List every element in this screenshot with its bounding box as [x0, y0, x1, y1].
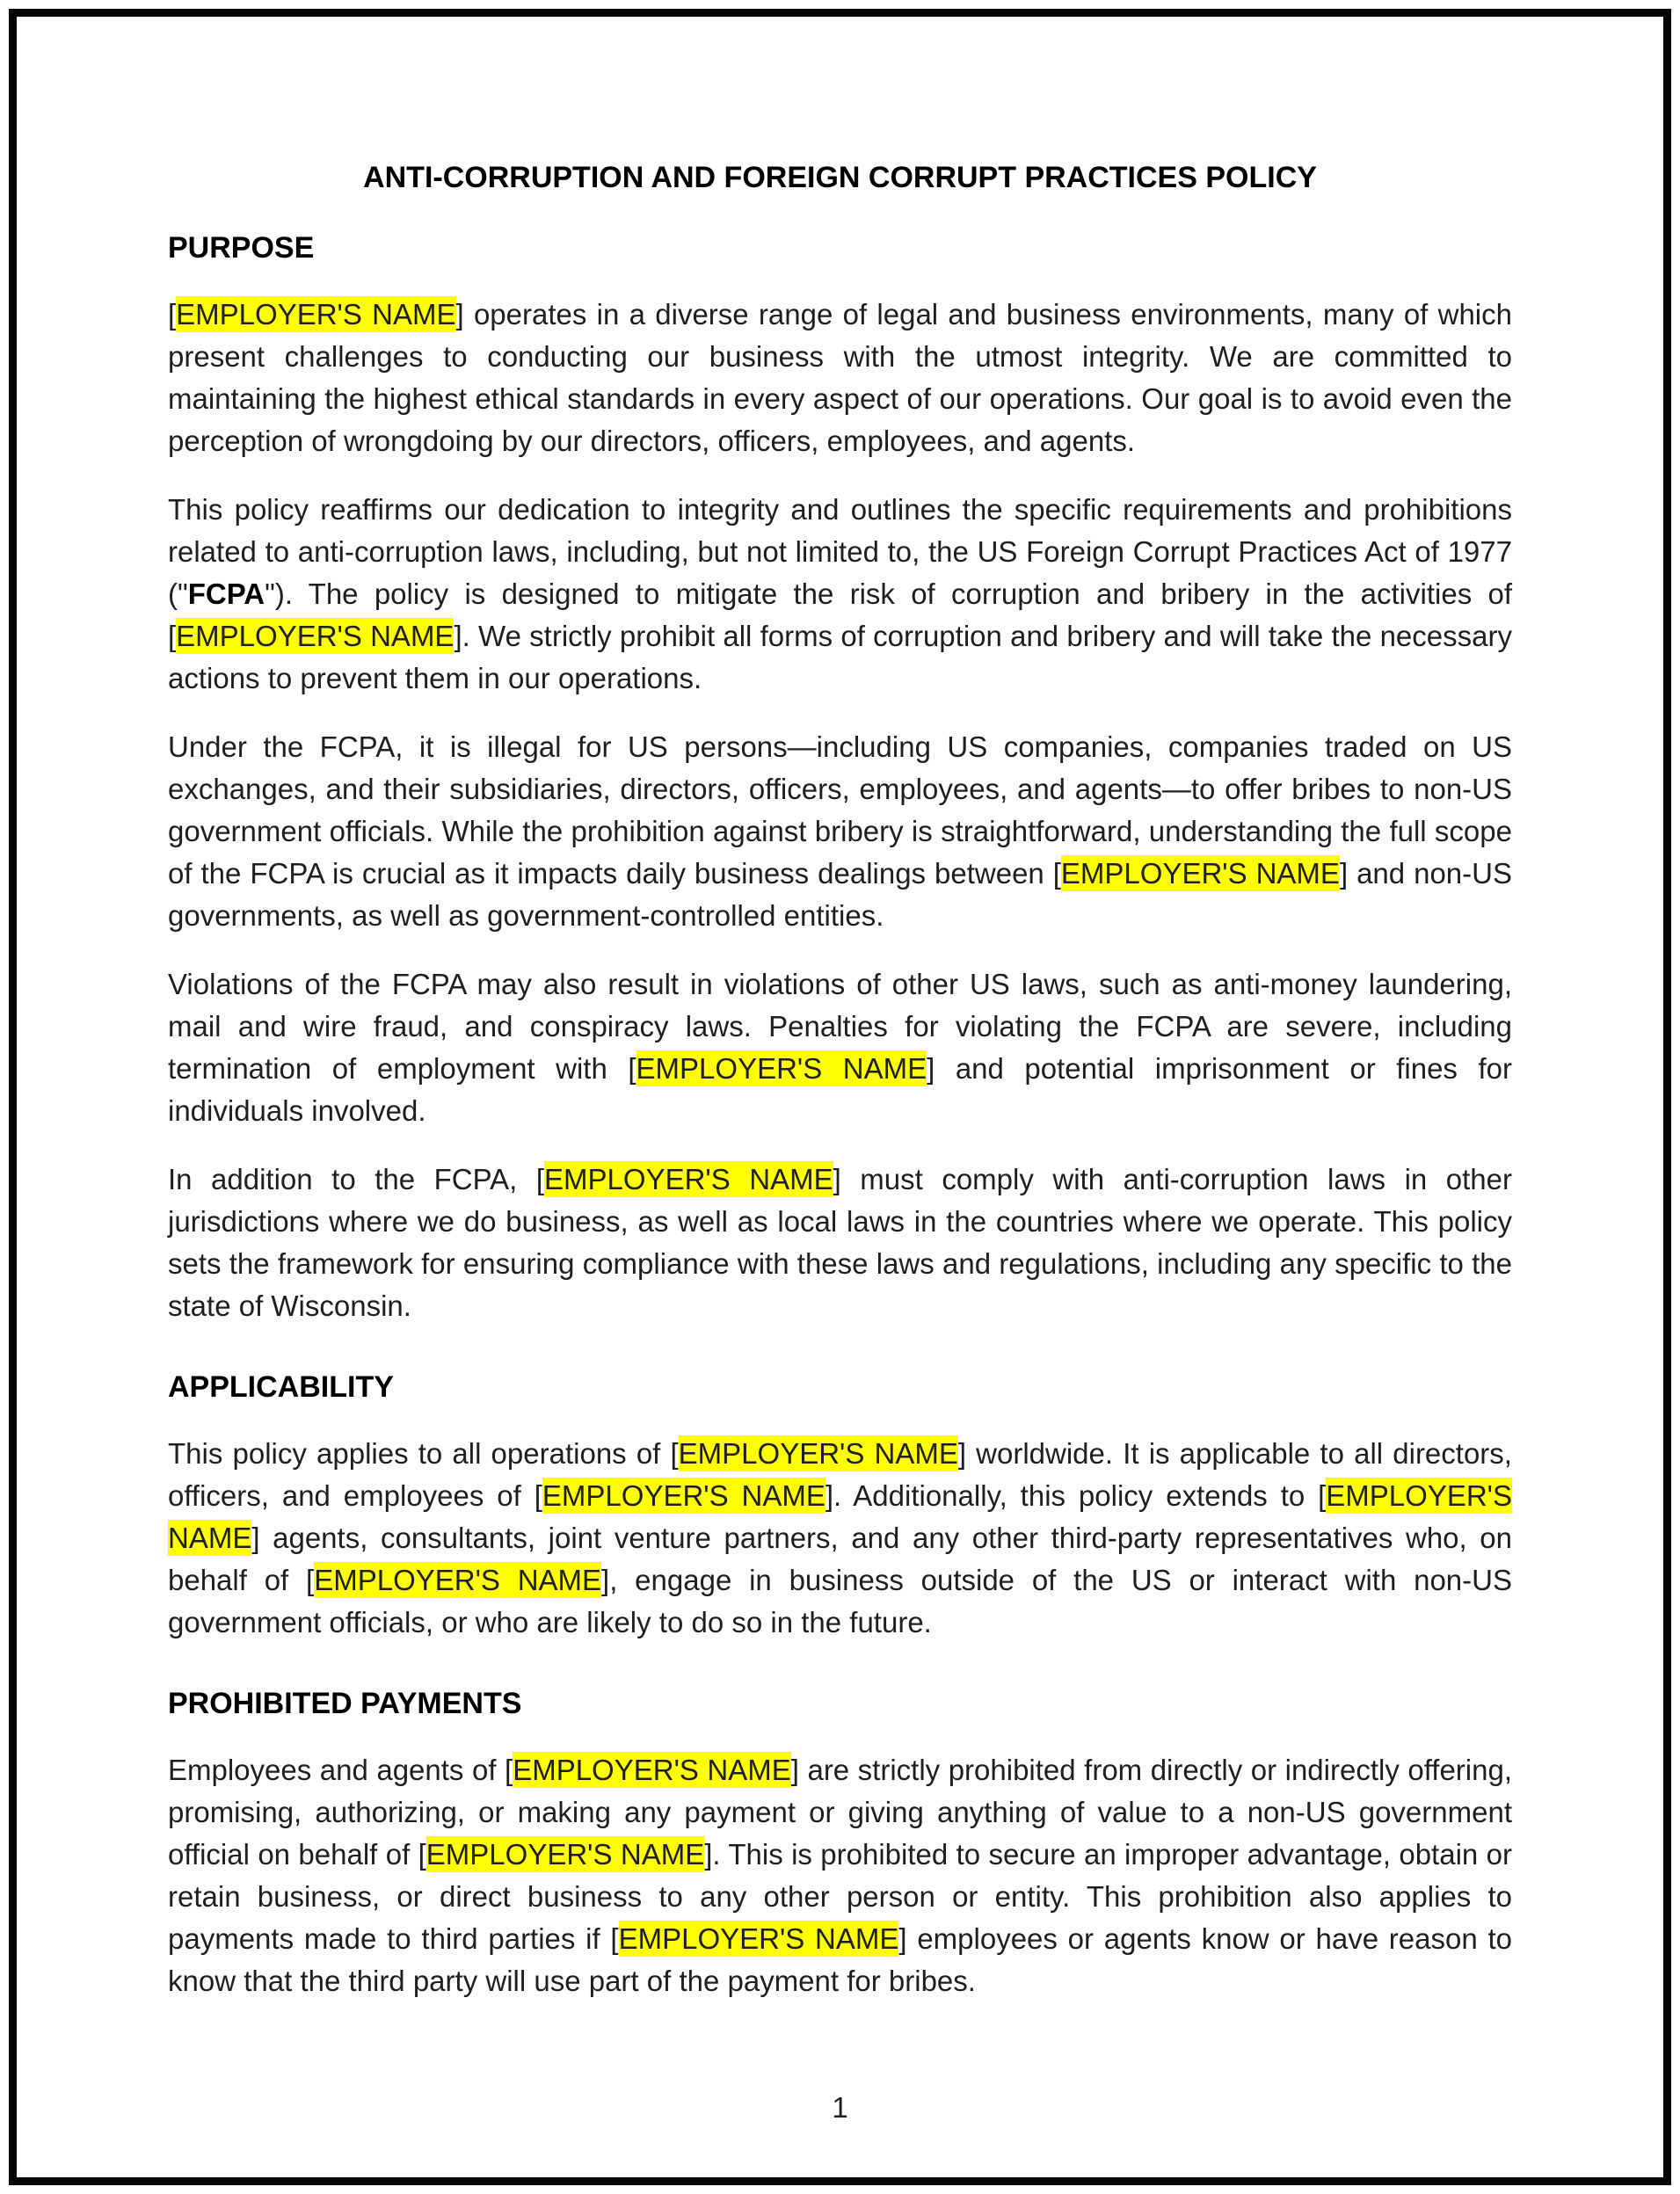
section-heading-purpose: PURPOSE [168, 231, 315, 265]
section-heading-applicability: APPLICABILITY [168, 1370, 394, 1404]
page-title: ANTI-CORRUPTION AND FOREIGN CORRUPT PRACTICES POLICY [363, 161, 1317, 194]
text-run: ]. This is prohibited to secure an improper advantage, obtain or retain business, or direct business to any other person or entity. This prohibition also applies to payments made to third parties if [ [168, 1838, 1512, 1955]
paragraph [168, 1159, 1512, 1327]
text-run: ]. Additionally, this policy extends to [ [825, 1479, 1327, 1512]
page-number: 1 [832, 2091, 848, 2124]
paragraph [168, 489, 1512, 700]
employer-name-placeholder: EMPLOYER'S NAME [425, 1838, 705, 1871]
text-run-bold: FCPA [187, 578, 265, 610]
text-run: "). The policy is designed to mitigate the risk of corruption and bribery in the activities of [ [168, 578, 1512, 652]
document-content [168, 156, 1512, 2029]
text-run: ] must comply with anti-corruption laws in other jurisdictions where we do business, as well as local laws in the countries where we operate. This policy sets the framework for ensuring compliance with these laws and regulations, including any specific to the state of Wisconsin. [168, 1163, 1512, 1322]
paragraph [168, 1433, 1512, 1644]
paragraph [168, 726, 1512, 937]
text-run: Violations of the FCPA may also result in violations of other US laws, such as anti-money laundering, mail and wire fraud, and conspiracy laws. Penalties for violating the FCPA are severe, including termination of employment with [ [168, 968, 1512, 1085]
text-run: This policy applies to all operations of [ [168, 1437, 679, 1470]
text-run: ] agents, consultants, joint venture partners, and any other third-party representatives who, on behalf of [ [168, 1522, 1512, 1596]
text-run: [ [168, 298, 177, 331]
text-run: ] worldwide. It is applicable to all directors, officers, and employees of [ [168, 1437, 1512, 1512]
employer-name-placeholder: EMPLOYER'S NAME [542, 1479, 825, 1512]
employer-name-placeholder: EMPLOYER'S NAME [314, 1564, 602, 1596]
text-run: In addition to the FCPA, [ [168, 1163, 545, 1195]
text-run: ]. We strictly prohibit all forms of corruption and bribery and will take the necessary actions to prevent them in our operations. [168, 620, 1512, 694]
text-run: ], engage in business outside of the US or interact with non-US government officials, or who are likely to do so in the future. [168, 1564, 1512, 1638]
employer-name-placeholder: EMPLOYER'S NAME [176, 298, 456, 331]
employer-name-placeholder: EMPLOYER'S NAME [678, 1437, 958, 1470]
employer-name-placeholder: EMPLOYER'S NAME [544, 1163, 833, 1195]
employer-name-placeholder: EMPLOYER'S NAME [618, 1922, 899, 1955]
employer-name-placeholder: EMPLOYER'S NAME [1060, 857, 1340, 890]
employer-name-placeholder: EMPLOYER'S NAME [636, 1052, 927, 1085]
paragraph [168, 963, 1512, 1132]
section-heading-prohibited-payments: PROHIBITED PAYMENTS [168, 1687, 522, 1720]
text-run: ] operates in a diverse range of legal and business environments, many of which present challenges to conducting our business with the utmost integrity. We are committed to maintaining the highest ethical standards in every aspect of our operations. Our goal is to avoid even the perception of wrongdoing by our directors, officers, employees, and agents. [168, 298, 1512, 457]
employer-name-placeholder: EMPLOYER'S NAME [176, 620, 455, 652]
text-run: ] and potential imprisonment or fines for individuals involved. [168, 1052, 1512, 1127]
employer-name-placeholder: EMPLOYER'S NAME [513, 1754, 791, 1786]
text-run: Employees and agents of [ [168, 1754, 513, 1786]
paragraph [168, 1749, 1512, 2002]
document-sections [168, 227, 1512, 2002]
employer-name-placeholder: EMPLOYER'S NAME [168, 1479, 1512, 1554]
paragraph [168, 294, 1512, 462]
text-run: ] employees or agents know or have reason to know that the third party will use part of the payment for bribes. [168, 1922, 1512, 1997]
text-run: This policy reaffirms our dedication to integrity and outlines the specific requirements and prohibitions related to anti-corruption laws, including, but not limited to, the US Foreign Corrupt Practices Act of 1977 (" [168, 493, 1512, 610]
text-run: ] are strictly prohibited from directly or indirectly offering, promising, authorizing, or making any payment or giving anything of value to a non-US government official on behalf of [ [168, 1754, 1512, 1871]
text-run: ] and non-US governments, as well as government-controlled entities. [168, 857, 1512, 932]
text-run: Under the FCPA, it is illegal for US persons—including US companies, companies traded on US exchanges, and their subsidiaries, directors, officers, employees, and agents—to offer bribes to non-US government officials. While the prohibition against bribery is straightforward, understanding the full scope of the FCPA is crucial as it impacts daily business dealings between [ [168, 730, 1512, 890]
